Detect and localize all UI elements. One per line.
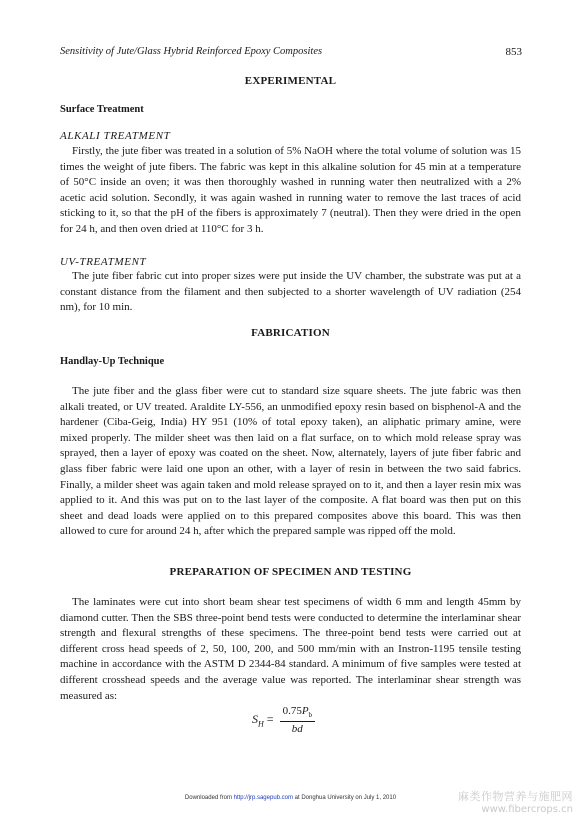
watermark	[458, 790, 573, 816]
equation-numerator: $0.75P_b$	[280, 705, 315, 721]
paragraph-uv-treatment: The jute fiber fabric cut into proper sizes were put inside the UV chamber, the substrate was put at a constant distance from the filament and then subjected to a shorter wavelength of UV radiation (254 nm), for 10 min.	[60, 270, 521, 314]
watermark-url: www.fibercrops.cn	[481, 804, 573, 815]
equation-denominator: bd	[291, 722, 303, 735]
footer-link[interactable]: http://jrp.sagepub.com	[233, 795, 293, 801]
page-number: 853	[505, 46, 522, 58]
running-title: Sensitivity of Jute/Glass Hybrid Reinforced Epoxy Composites	[60, 46, 323, 57]
paragraph-handlay-up: The jute fiber and the glass fiber were cut to standard size square sheets. The jute fabric was then alkali treated, or UV treated. Araldite LY-556, an unmodified epoxy resin based on bisphenol-A and the hardener (Ciba-Geig, India) HY 951 (10% of total epoxy taken), an aliphatic primary amine, were mixed properly. The milder sheet was then laid on a flat surface, on to which mold release spray was sprayed, then a layer of epoxy was coated on the sheet. Now, alternately, layers of jute fiber fabric and glass fiber fabric were laid one upon an other, with a layer of resin in between the two said fabrics. Finally, a milder sheet was again taken and mold release sprayed on to it, and then a layer resin mix was applied to it. And this was put on to the last layer of the composite. A flat board was then put on this sheet and dead loads were applied on to this prepared composites above this board. This was then allowed to cure for around 24 h, after which the prepared sample was ripped off the mold.	[60, 385, 521, 538]
subsubsection-heading-uv: UV-TREATMENT	[60, 256, 147, 268]
paragraph-preparation: The laminates were cut into short beam shear test specimens of width 6 mm and length 45mm by diamond cutter. Then the SBS three-point bend tests were conducted to determine the interlaminar shear strength and flexural strengths of these specimens. The three-point bend tests were carried out at different cross head speeds of 2, 50, 100, 200, and 500 mm/min with an Instron-1195 tensile testing machine in accordance with the ASTM D 2344-84 standard. A minimum of five samples were tested at different crosshead speeds and the average value was reported. The interlaminar shear strength was measured as:	[60, 596, 521, 702]
equation-lhs: $S_H$ =	[252, 711, 274, 729]
subsubsection-heading-alkali: ALKALI TREATMENT	[60, 130, 171, 142]
equation-fraction	[280, 705, 315, 734]
watermark-chinese: 麻类作物营养与施肥网	[458, 790, 573, 803]
section-heading-preparation: PREPARATION OF SPECIMEN AND TESTING	[169, 566, 412, 578]
download-footer: Downloaded from http://jrp.sagepub.com at Donghua University on July 1, 2010	[184, 795, 397, 801]
equation-interlaminar-shear	[252, 705, 315, 735]
running-header	[60, 46, 520, 57]
subsection-heading-handlay-up: Handlay-Up Technique	[60, 356, 165, 367]
section-heading-experimental: EXPERIMENTAL	[244, 75, 337, 87]
paragraph-alkali-treatment: Firstly, the jute fiber was treated in a solution of 5% NaOH where the total volume of solution was 15 times the weight of jute fibers. The fabric was kept in this alkaline solution for 45 min at a temperature of 50°C inside an oven; it was then thoroughly washed in running water then neutralized with a 2% acetic acid solution. Secondly, it was again washed in running water to remove the last traces of acid sticking to it, so that the pH of the fibers is approximately 7 (neutral). Then they were dried in the open for 24 h, and then oven dried at 110°C for 3 h.	[60, 145, 521, 235]
section-heading-fabrication: FABRICATION	[251, 327, 330, 339]
subsection-heading-surface-treatment: Surface Treatment	[60, 104, 144, 115]
